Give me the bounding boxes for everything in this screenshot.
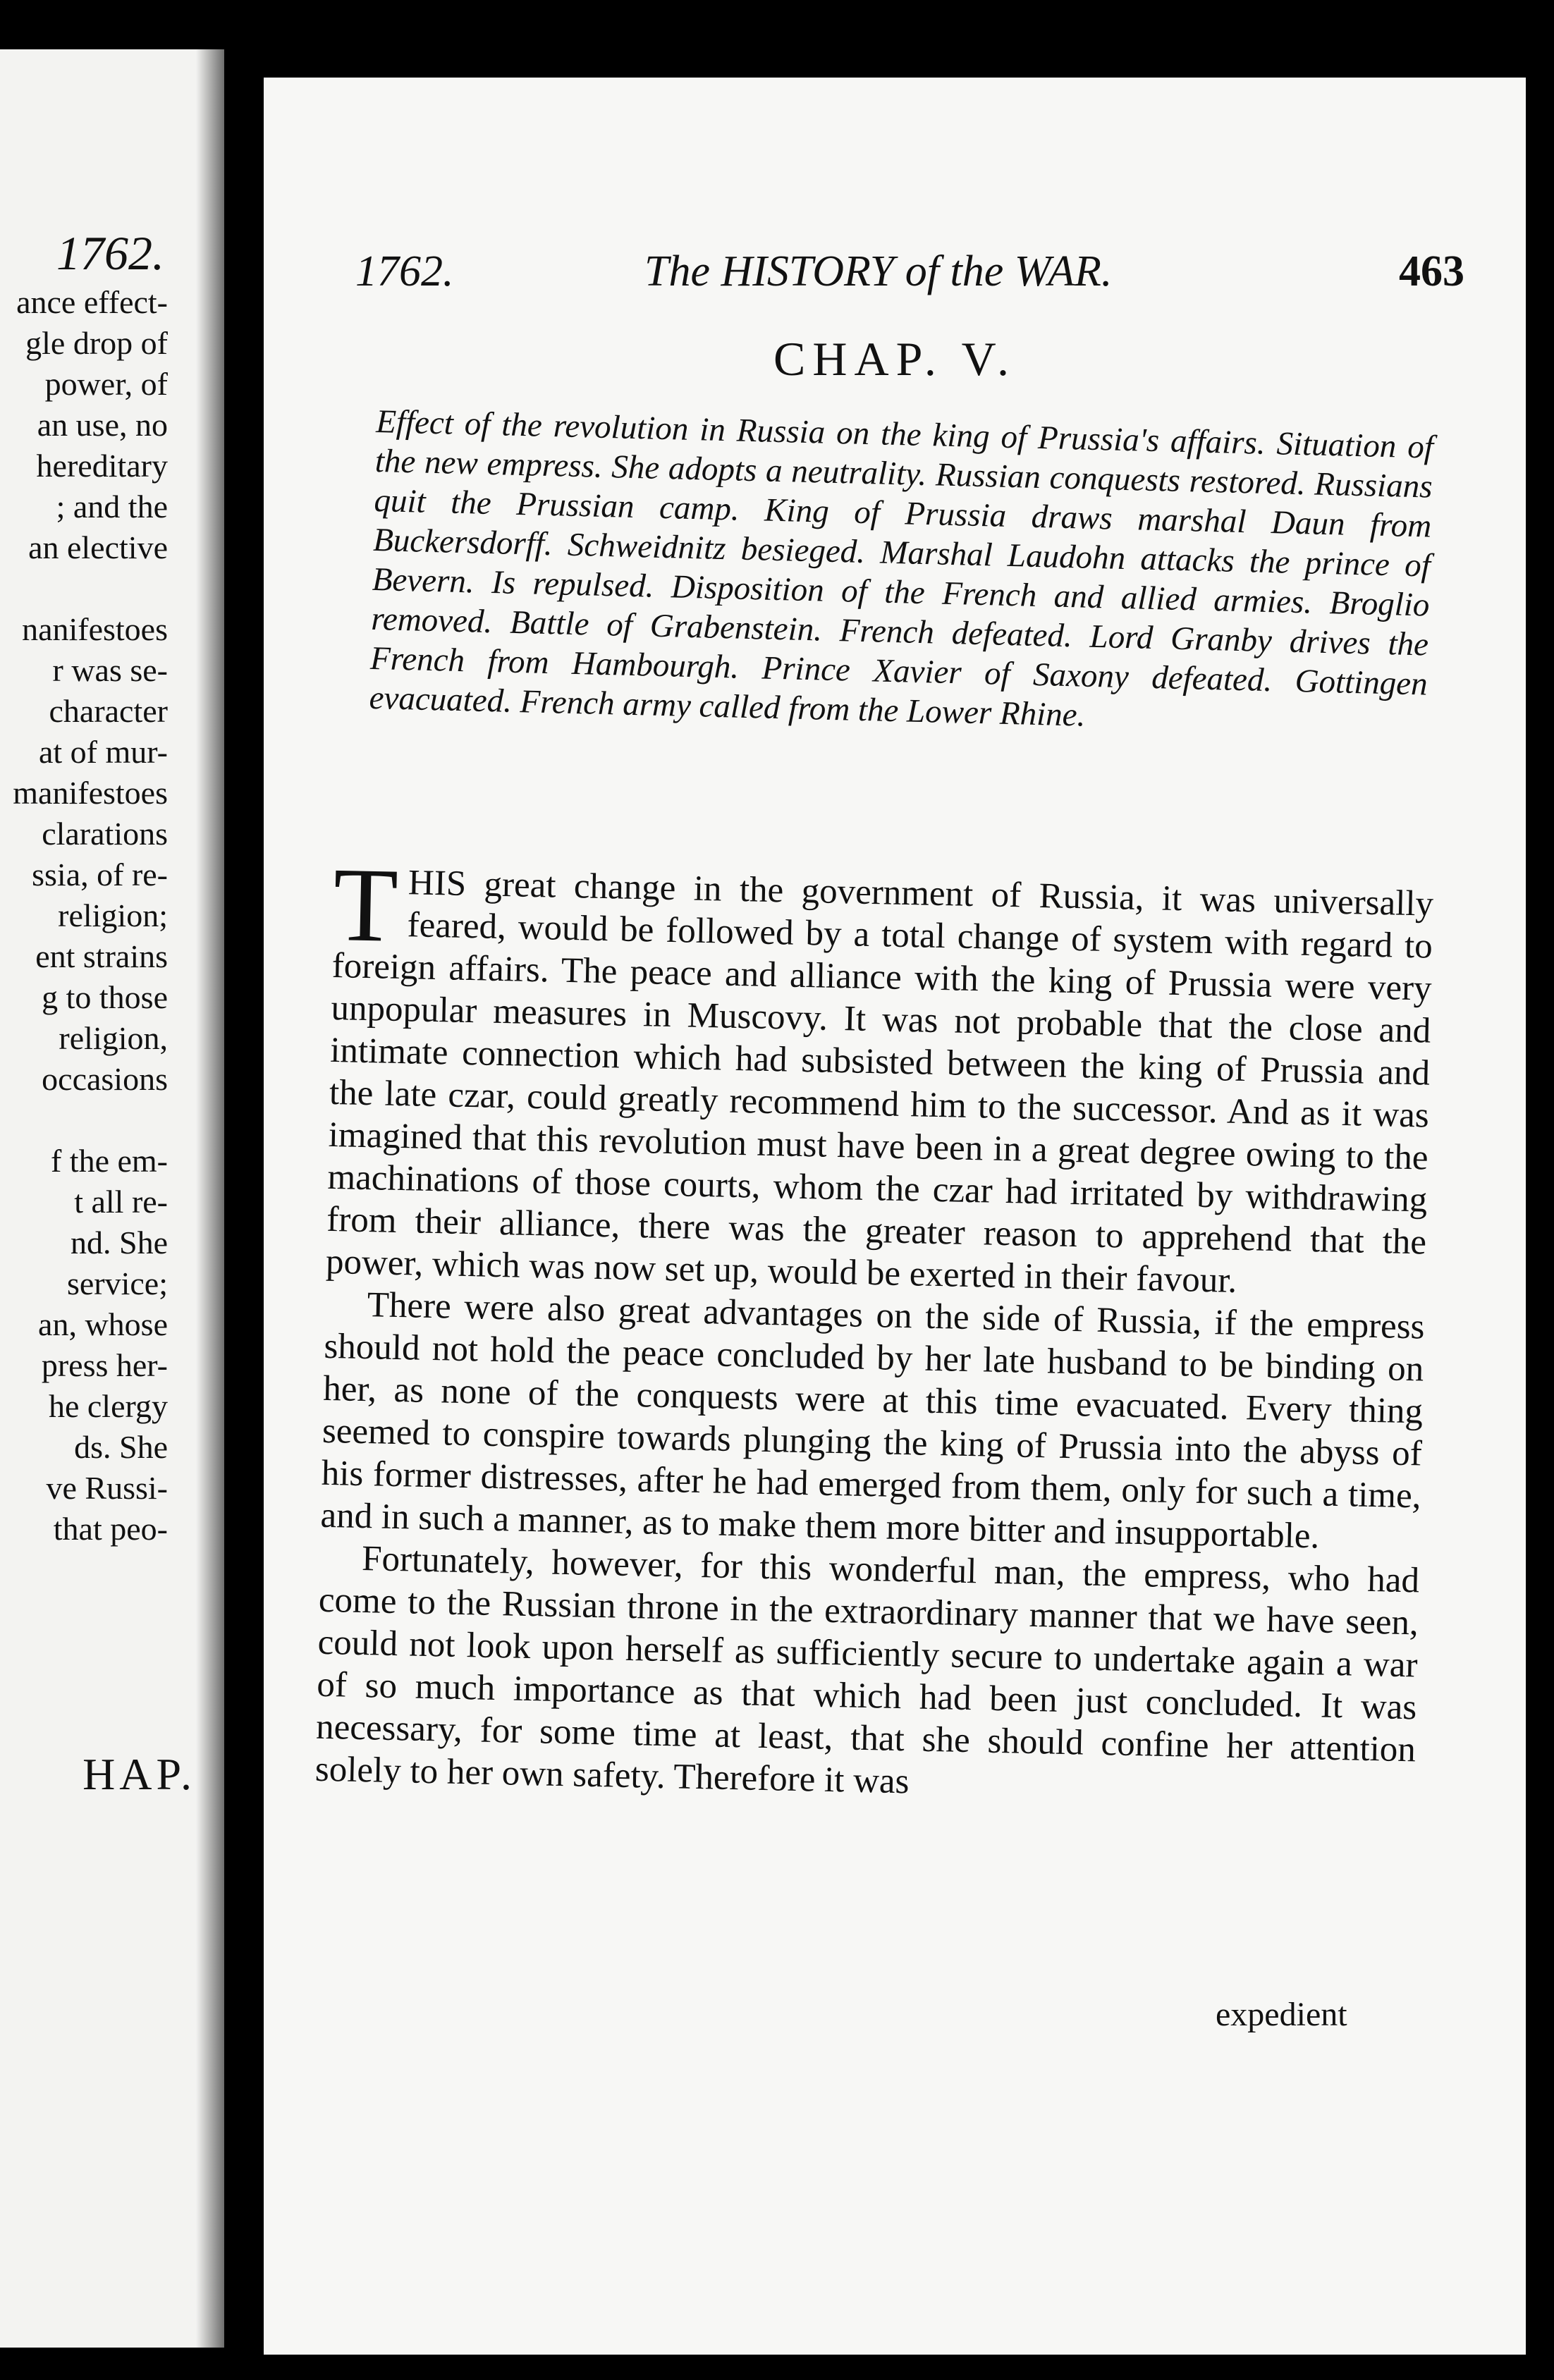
header-year: 1762. [355, 247, 454, 295]
drop-cap: T [331, 846, 400, 964]
left-line [13, 1100, 168, 1141]
left-line: ve Russi- [46, 1470, 168, 1506]
left-line: gle drop of [25, 325, 168, 361]
left-line: ; and the [56, 489, 168, 525]
left-line: nd. She [71, 1225, 168, 1260]
running-header [355, 247, 1464, 310]
page-number: 463 [1399, 247, 1464, 295]
left-line: press her- [41, 1347, 168, 1383]
left-line: f the em- [50, 1143, 168, 1179]
left-page-year: 1762. [56, 226, 164, 280]
left-page-chap: HAP. [82, 1749, 196, 1799]
left-line: hereditary [36, 448, 168, 484]
left-line: at of mur- [38, 734, 168, 770]
right-page [264, 78, 1526, 2355]
chapter-summary: Effect of the revolution in Russia on the king of Prussia's affairs. Situation of the new empress. She adopts a neutrality. Russian conquests restored. Russians quit the Prussian camp. King of Prussia draws marshal Daun from Buckersdorff. Schweidnitz besieged. Marshal Laudohn attacks the prince of Bevern. Is repulsed. Disposition of the French and allied armies. Broglio removed. Battle of Grabenstein. French defeated. Lord Granby drives the French from Hambourgh. Prince Xavier of Saxony defeated. Gottingen evacuated. French army called from the Lower Rhine. [369, 403, 1434, 734]
left-line: that peo- [53, 1511, 168, 1547]
paragraph-text: HIS great change in the government of Russia, it was universally feared, would be followed by a total change of system with regard to foreign affairs. The peace and alliance with the king of Prussia were very unpopular measures in Muscovy. It was not probable that the close and intimate connection which had subsisted between the king of Prussia and the late czar, could greatly recommend him to the successor. And as it was imagined that this revolution must have been in a great degree owing to the machinations of those courts, whom the czar had irritated by withdrawing from their alliance, there was the greater reason to apprehend that the power, which was now set up, would be exerted in their favour. [325, 863, 1434, 1301]
page-gutter-shadow [196, 49, 224, 2348]
left-line: ssia, of re- [32, 857, 168, 892]
paragraph [325, 846, 1434, 1306]
left-line: religion; [58, 897, 168, 933]
left-line: an use, no [37, 407, 168, 443]
running-title: The HISTORY of the WAR. [644, 247, 1113, 295]
book-spine [224, 0, 264, 2380]
left-line: manifestoes [13, 775, 168, 811]
left-line: he clergy [48, 1388, 168, 1424]
left-line: power, of [44, 366, 168, 402]
left-line: t all re- [74, 1184, 168, 1220]
left-line: ance effect- [16, 284, 168, 320]
left-line: an elective [28, 529, 168, 565]
paragraph: Fortunately, however, for this wonderful man, the empress, who had come to the Russian throne in the extraordinary manner that we have seen, could not look upon herself as sufficiently secure to undertake again a war of so much importance as that which had been just concluded. It was necessary, for some time at least, that she should confine her attention solely to her own safety. Therefore it was [314, 1539, 1420, 1802]
left-line: service; [66, 1265, 168, 1301]
left-page [0, 49, 224, 2348]
catchword: expedient [1216, 1996, 1347, 2033]
left-line: clarations [42, 816, 168, 852]
left-line: character [49, 693, 168, 729]
left-line: an, whose [38, 1306, 168, 1342]
left-line: ent strains [35, 938, 168, 974]
left-line: occasions [42, 1061, 168, 1097]
body-text [314, 846, 1434, 1813]
left-page-text [13, 282, 168, 1550]
paragraph: There were also great advantages on the side of Russia, if the empress should not hold the peace concluded by her late husband to be binding on her, as none of the conquests were at this time evacuated. Every thing seemed to conspire towards plunging the king of Prussia into the abyss of his former distresses, after he had emerged from them, only for such a time, and in such a manner, as to make them more bitter and insupportable. [319, 1285, 1426, 1557]
left-line: religion, [59, 1020, 168, 1056]
left-line: r was se- [52, 652, 168, 688]
left-line: g to those [42, 979, 168, 1015]
left-line [13, 568, 168, 609]
left-line: ds. She [74, 1429, 168, 1465]
chapter-heading: CHAP. V. [773, 332, 1016, 386]
left-line: nanifestoes [22, 611, 168, 647]
